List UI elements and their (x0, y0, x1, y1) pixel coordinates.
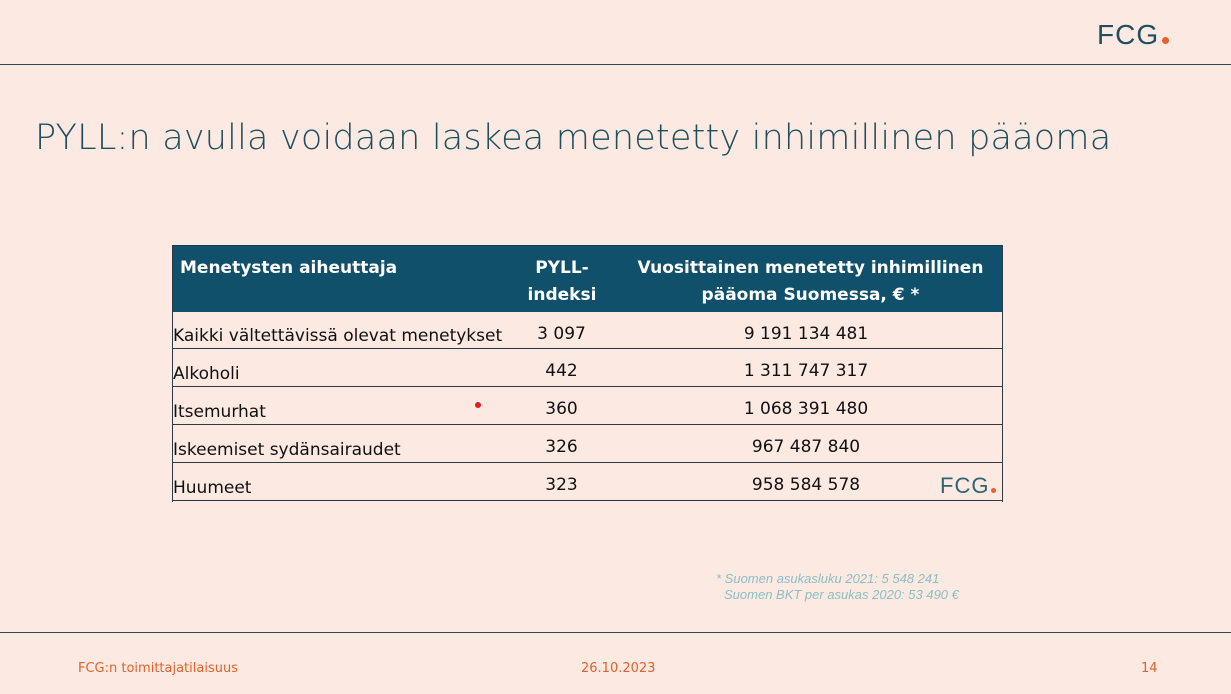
pyll-table (172, 245, 1003, 501)
footnote-population: * Suomen asukasluku 2021: 5 548 241 (716, 571, 940, 586)
fcg-logo-text: FCG (1097, 19, 1160, 50)
red-dot-marker (475, 402, 481, 408)
footer-date: 26.10.2023 (581, 661, 656, 676)
table-row (172, 463, 1003, 501)
footnote (716, 571, 959, 603)
table-row (172, 349, 1003, 387)
footer-page-number: 14 (1141, 661, 1158, 676)
capital-cell: 1 311 747 317 (616, 349, 1003, 387)
capital-cell: 9 191 134 481 (616, 312, 1003, 349)
table-header-row (172, 246, 1003, 312)
cause-cell: Itsemurhat (172, 387, 506, 425)
capital-cell: 958 584 578 (616, 463, 1003, 501)
footer-divider (0, 632, 1231, 633)
pyll-cell: 326 (506, 425, 616, 463)
fcg-table-logo-text: FCG (940, 473, 990, 498)
header-divider (0, 64, 1231, 65)
cause-cell: Kaikki vältettävissä olevat menetykset (172, 312, 506, 349)
logo-dot-icon (1162, 37, 1169, 44)
pyll-cell: 323 (506, 463, 616, 501)
table-left-border (172, 245, 173, 502)
table-row (172, 425, 1003, 463)
table-row (172, 387, 1003, 425)
capital-cell: 1 068 391 480 (616, 387, 1003, 425)
logo-dot-icon (991, 488, 996, 493)
header-lost-capital: Vuosittainen menetetty inhimillinen pääoma Suomessa, € * (616, 246, 1003, 312)
cause-cell: Iskeemiset sydänsairaudet (172, 425, 506, 463)
cause-cell: Huumeet (172, 463, 506, 501)
table-row (172, 312, 1003, 349)
footer-event: FCG:n toimittajatilaisuus (78, 661, 238, 676)
cause-cell: Alkoholi (172, 349, 506, 387)
fcg-logo (1097, 21, 1169, 49)
capital-cell: 967 487 840 (616, 425, 1003, 463)
fcg-table-logo (940, 475, 996, 497)
header-pyll-index: PYLL- indeksi (506, 246, 616, 312)
pyll-cell: 442 (506, 349, 616, 387)
pyll-cell: 360 (506, 387, 616, 425)
pyll-cell: 3 097 (506, 312, 616, 349)
footnote-gdp: Suomen BKT per asukas 2020: 53 490 € (724, 587, 959, 602)
slide-title: PYLL:n avulla voidaan laskea menetetty inhimillinen pääoma (35, 118, 1112, 158)
header-cause: Menetysten aiheuttaja (172, 246, 506, 312)
table-right-border (1002, 245, 1003, 502)
